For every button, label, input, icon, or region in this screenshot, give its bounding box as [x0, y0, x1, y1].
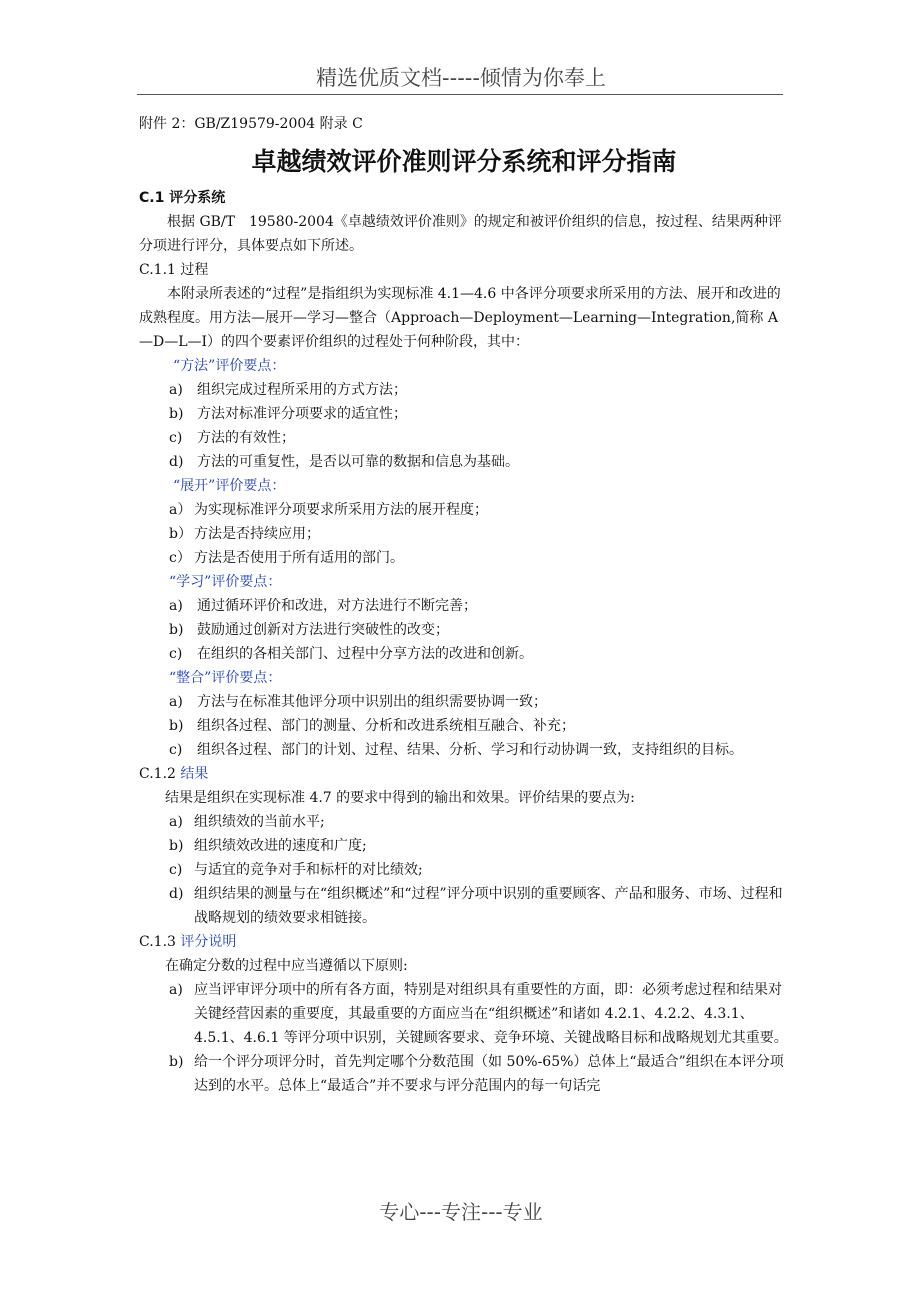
list-item	[139, 1050, 789, 1098]
section-c13-intro: 在确定分数的过程中应当遵循以下原则:	[165, 958, 408, 974]
list-item	[139, 546, 789, 570]
list-text: 方法的可重复性，是否以可靠的数据和信息为基础。	[197, 454, 519, 470]
list-item	[139, 978, 789, 1050]
list-item	[139, 522, 789, 546]
list-item	[139, 642, 789, 666]
approach-list	[139, 378, 789, 474]
list-text: 组织各过程、部门的计划、过程、结果、分析、学习和行动协调一致，支持组织的目标。	[197, 742, 743, 758]
list-item	[139, 402, 789, 426]
section-c12-title: 结果	[180, 766, 209, 782]
list-text: 给一个评分项评分时，首先判定哪个分数范围（如 50%-65%）总体上“最适合”组织在本评分项达到的水平。总体上“最适合”并不要求与评分范围内的每一句话完	[194, 1054, 784, 1094]
section-c12-heading	[139, 762, 789, 786]
scoring-list	[139, 978, 789, 1098]
list-item	[139, 426, 789, 450]
integration-heading: “整合”评价要点：	[169, 670, 282, 686]
list-item	[139, 690, 789, 714]
list-text: 方法是否使用于所有适用的部门。	[194, 550, 404, 566]
list-marker: a)	[169, 382, 183, 398]
list-item	[139, 882, 789, 930]
page-footer: 专心---专注---专业	[379, 1200, 543, 1224]
list-marker: a)	[169, 814, 183, 830]
deployment-list	[139, 498, 789, 570]
list-marker: a)	[169, 694, 183, 710]
list-item	[139, 498, 789, 522]
integration-list	[139, 690, 789, 762]
learning-heading: “学习”评价要点：	[169, 574, 282, 590]
approach-heading: “方法”评价要点：	[173, 358, 286, 374]
list-text: 组织结果的测量与在“组织概述”和“过程”评分项中识别的重要顾客、产品和服务、市场、过程和战略规划的绩效要求相链接。	[194, 886, 783, 926]
list-text: 为实现标准评分项要求所采用方法的展开程度；	[194, 502, 488, 518]
list-marker: a)	[169, 598, 183, 614]
document-body	[139, 112, 789, 1098]
section-c11-number: C.1.1	[139, 262, 176, 278]
list-marker: d)	[169, 454, 184, 470]
deployment-heading: “展开”评价要点：	[173, 478, 286, 494]
section-c13-heading	[139, 930, 789, 954]
list-marker: a）	[169, 502, 192, 518]
list-item	[139, 858, 789, 882]
results-list	[139, 810, 789, 930]
list-text: 方法的有效性；	[197, 430, 295, 446]
list-text: 应当评审评分项中的所有各方面，特别是对组织具有重要性的方面，即：必须考虑过程和结果对关键经营因素的重要度，其最重要的方面应当在“组织概述”和诸如 4.2.1、4.2.2、4.3.1、4.5.1、4.6.1 等评分项中识别，关键顾客要求、竞争环境、关键战略目标和战略规划尤其重要。	[194, 982, 788, 1046]
list-marker: c)	[169, 742, 183, 758]
list-text: 通过循环评价和改进，对方法进行不断完善；	[197, 598, 477, 614]
list-item	[139, 714, 789, 738]
document-title: 卓越绩效评价准则评分系统和评分指南	[251, 147, 677, 176]
list-marker: c）	[169, 550, 191, 566]
list-text: 组织绩效的当前水平;	[194, 814, 325, 830]
section-c11-title: 过程	[180, 262, 209, 278]
list-marker: b)	[169, 406, 184, 422]
list-text: 组织完成过程所采用的方式方法；	[197, 382, 407, 398]
annex-label: 附件 2：GB/Z19579-2004 附录 C	[139, 116, 363, 132]
section-c1-heading: C.1 评分系统	[139, 190, 226, 206]
list-marker: d)	[169, 886, 184, 902]
page-header: 精选优质文档-----倾情为你奉上	[316, 66, 606, 90]
list-marker: c)	[169, 862, 183, 878]
list-text: 在组织的各相关部门、过程中分享方法的改进和创新。	[197, 646, 533, 662]
section-c12-intro: 结果是组织在实现标准 4.7 的要求中得到的输出和效果。评价结果的要点为:	[165, 790, 635, 806]
list-marker: b)	[169, 718, 184, 734]
list-text: 组织各过程、部门的测量、分析和改进系统相互融合、补充；	[197, 718, 575, 734]
section-c1-intro: 根据 GB/T 19580-2004《卓越绩效评价准则》的规定和被评价组织的信息，按过程、结果两种评分项进行评分，具体要点如下所述。	[139, 214, 782, 254]
header-divider	[137, 94, 783, 95]
section-c13-number: C.1.3	[139, 934, 176, 950]
list-text: 方法是否持续应用；	[194, 526, 320, 542]
learning-list	[139, 594, 789, 666]
list-marker: b)	[169, 838, 184, 854]
list-marker: a)	[169, 982, 183, 998]
list-text: 方法与在标准其他评分项中识别出的组织需要协调一致；	[197, 694, 547, 710]
list-marker: b）	[169, 526, 192, 542]
list-marker: c)	[169, 430, 183, 446]
list-text: 鼓励通过创新对方法进行突破性的改变；	[197, 622, 449, 638]
list-item	[139, 594, 789, 618]
section-c13-title: 评分说明	[180, 934, 237, 950]
list-marker: b)	[169, 622, 184, 638]
list-marker: b)	[169, 1054, 184, 1070]
list-item	[139, 810, 789, 834]
list-item	[139, 450, 789, 474]
section-c11-intro: 本附录所表述的“过程”是指组织为实现标准 4.1—4.6 中各评分项要求所采用的方法、展开和改进的成熟程度。用方法—展开—学习—整合（Approach—Deployment—Learning—Integration,简称 A—D—L—I）的四个要素评价组织的过程处于何种阶段，其中：	[139, 286, 781, 350]
list-marker: c)	[169, 646, 183, 662]
section-c11-heading	[139, 258, 789, 282]
section-c12-number: C.1.2	[139, 766, 176, 782]
list-text: 组织绩效改进的速度和广度;	[194, 838, 367, 854]
list-item	[139, 618, 789, 642]
list-text: 与适宜的竞争对手和标杆的对比绩效;	[194, 862, 423, 878]
list-item	[139, 834, 789, 858]
list-item	[139, 378, 789, 402]
list-item	[139, 738, 789, 762]
list-text: 方法对标准评分项要求的适宜性；	[197, 406, 407, 422]
